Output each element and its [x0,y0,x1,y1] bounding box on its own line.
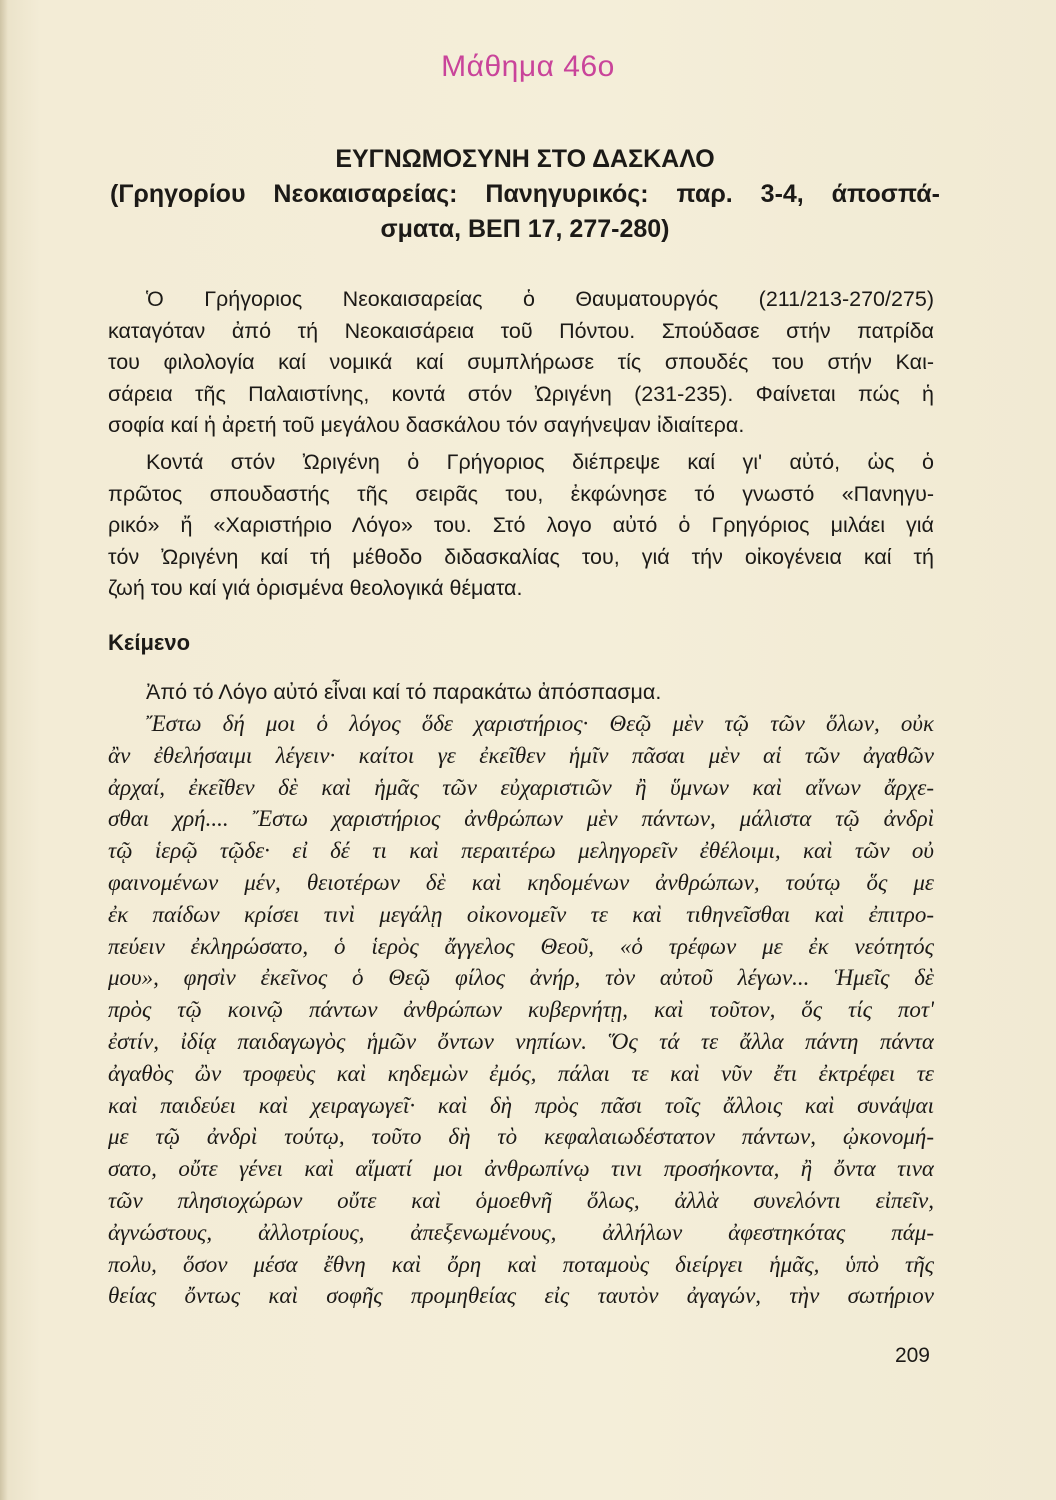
title-line: σματα, ΒΕΠ 17, 277-280) [380,215,670,243]
excerpt-intro: Ἀπό τό Λόγο αὐτό εἶναι καί τό παρακάτω ἀπόσπασμα. [146,680,662,704]
quote-line: σατο, οὔτε γένει καὶ αἵματί μοι ἀνθρωπίνῳ τινι προσήκοντα, ἢ ὄντα τινα [108,1156,934,1182]
lesson-number: Μάθημα 46ο [441,50,615,83]
text-line: πρῶτος σπουδαστής τῆς σειρᾶς του, ἐκφώνησε τό γνωστό «Πανηγυ- [108,481,934,506]
quote-line: φαινομένων μέν, θειοτέρων δὲ καὶ κηδομένων ἀνθρώπων, τούτῳ ὅς με [108,869,934,895]
text-line: Κοντά στόν Ὠριγένη ὁ Γρήγοριος διέπρεψε καί γι' αὐτό, ὡς ὁ [146,450,934,474]
text-line: ρικό» ἤ «Χαριστήριο Λόγο» του. Στό λογο αὐτό ὁ Γρηγόριος μιλάει γιά [108,513,934,537]
title-line: (Γρηγορίου Νεοκαισαρείας: Πανηγυρικός: παρ. 3-4, άποσπά- [110,180,940,208]
quote-line: με τῷ ἀνδρὶ τούτῳ, τοῦτο δὴ τὸ κεφαλαιωδέστατον πάντων, ᾠκονομή- [108,1124,934,1150]
text-line: ζωή του καί γιά ὁρισμένα θεολογικά θέματα. [108,576,523,600]
text-line: καταγόταν ἀπό τή Νεοκαισάρεια τοῦ Πόντου. Σπούδασε στήν πατρίδα [108,318,934,343]
quote-line: ἐκ παίδων κρίσει τινὶ μεγάλῃ οἰκονομεῖν τε καὶ τιθηνεῖσθαι καὶ ἐπιτρο- [108,901,934,927]
page-gutter-shadow [0,0,8,1500]
text-line: τόν Ὠριγένη καί τή μέθοδο διδασκαλίας του, γιά τήν οἰκογένεια καί τή [108,544,934,569]
quote-line: θείας ὄντως καὶ σοφῆς προμηθείας εἰς ταυτὸν ἀγαγών, τὴν σωτήριον [108,1283,934,1309]
text-line: του φιλολογία καί νομικά καί συμπλήρωσε τίς σπουδές του στήν Και- [108,350,934,374]
quote-line: ἀγαθὸς ὢν τροφεὺς καὶ κηδεμὼν ἐμός, πάλαι τε καὶ νῦν ἔτι ἐκτρέφει τε [108,1060,934,1086]
quote-line: ἀγνώστους, ἀλλοτρίους, ἀπεξενωμένους, ἀλλήλων ἀφεστηκότας πάμ- [108,1219,934,1245]
title-line: ΕΥΓΝΩΜΟΣΥΝΗ ΣΤΟ ΔΑΣΚΑΛΟ [335,145,715,173]
text-line: σοφία καί ἡ ἀρετή τοῦ μεγάλου δασκάλου τόν σαγήνεψαν ἰδιαίτερα. [108,413,745,437]
quote-line: τῷ ἱερῷ τῷδε· εἰ δέ τι καὶ περαιτέρω μεληγορεῖν ἐθέλοιμι, καὶ τῶν οὐ [108,838,934,864]
quote-line: πρὸς τῷ κοινῷ πάντων ἀνθρώπων κυβερνήτῃ, καὶ τοῦτον, ὅς τίς ποτ' [108,997,934,1023]
quote-line: μου», φησὶν ἐκεῖνος ὁ Θεῷ φίλος ἀνήρ, τὸν αὐτοῦ λέγων... Ἡμεῖς δὲ [108,965,934,991]
quote-line: καὶ παιδεύει καὶ χειραγωγεῖ· καὶ δὴ πρὸς πᾶσι τοῖς ἄλλοις καὶ συνάψαι [108,1092,934,1118]
intro-paragraph-2 [108,447,934,605]
text-line: Ὁ Γρήγοριος Νεοκαισαρείας ὁ Θαυματουργός (211/213-270/275) [146,287,934,311]
quote-line: πολυ, ὅσον μέσα ἔθνη καὶ ὄρη καὶ ποταμοὺς διείργει ἡμᾶς, ὑπὸ τῆς [108,1251,934,1277]
quote-line: ἐστίν, ἰδίᾳ παιδαγωγὸς ἡμῶν ὄντων νηπίων. Ὅς τά τε ἄλλα πάντη πάντα [108,1028,934,1054]
quoted-excerpt [108,708,934,1312]
quote-line: πεύειν ἐκληρώσατο, ὁ ἱερὸς ἄγγελος Θεοῦ, «ὁ τρέφων με ἐκ νεότητός [108,933,934,959]
page-number: 209 [894,1344,930,1367]
quote-line: ἂν ἐθελήσαιμι λέγειν· καίτοι γε ἐκεῖθεν ἡμῖν πᾶσαι μὲν αἱ τῶν ἀγαθῶν [108,742,934,768]
quote-line: τῶν πλησιοχώρων οὔτε καὶ ὁμοεθνῆ ὅλως, ἀλλὰ συνελόντι εἰπεῖν, [108,1187,934,1213]
quote-line: Ἔστω δή μοι ὁ λόγος ὅδε χαριστήριος· Θεῷ μὲν τῷ τῶν ὅλων, οὐκ [146,711,934,736]
intro-paragraph-1 [108,284,934,442]
section-heading: Κείμενο [108,630,191,655]
quote-line: ἀρχαί, ἐκεῖθεν δὲ καὶ ἡμᾶς τῶν εὐχαριστιῶν ἢ ὕμνων καὶ αἴνων ἄρχε- [108,774,934,800]
text-line: σάρεια τῆς Παλαιστίνης, κοντά στόν Ὠριγένη (231-235). Φαίνεται πώς ἡ [108,381,934,406]
quote-line: σθαι χρή.... Ἔστω χαριστήριος ἀνθρώπων μὲν πάντων, μάλιστα τῷ ἀνδρὶ [108,806,934,832]
chapter-title [110,142,940,247]
